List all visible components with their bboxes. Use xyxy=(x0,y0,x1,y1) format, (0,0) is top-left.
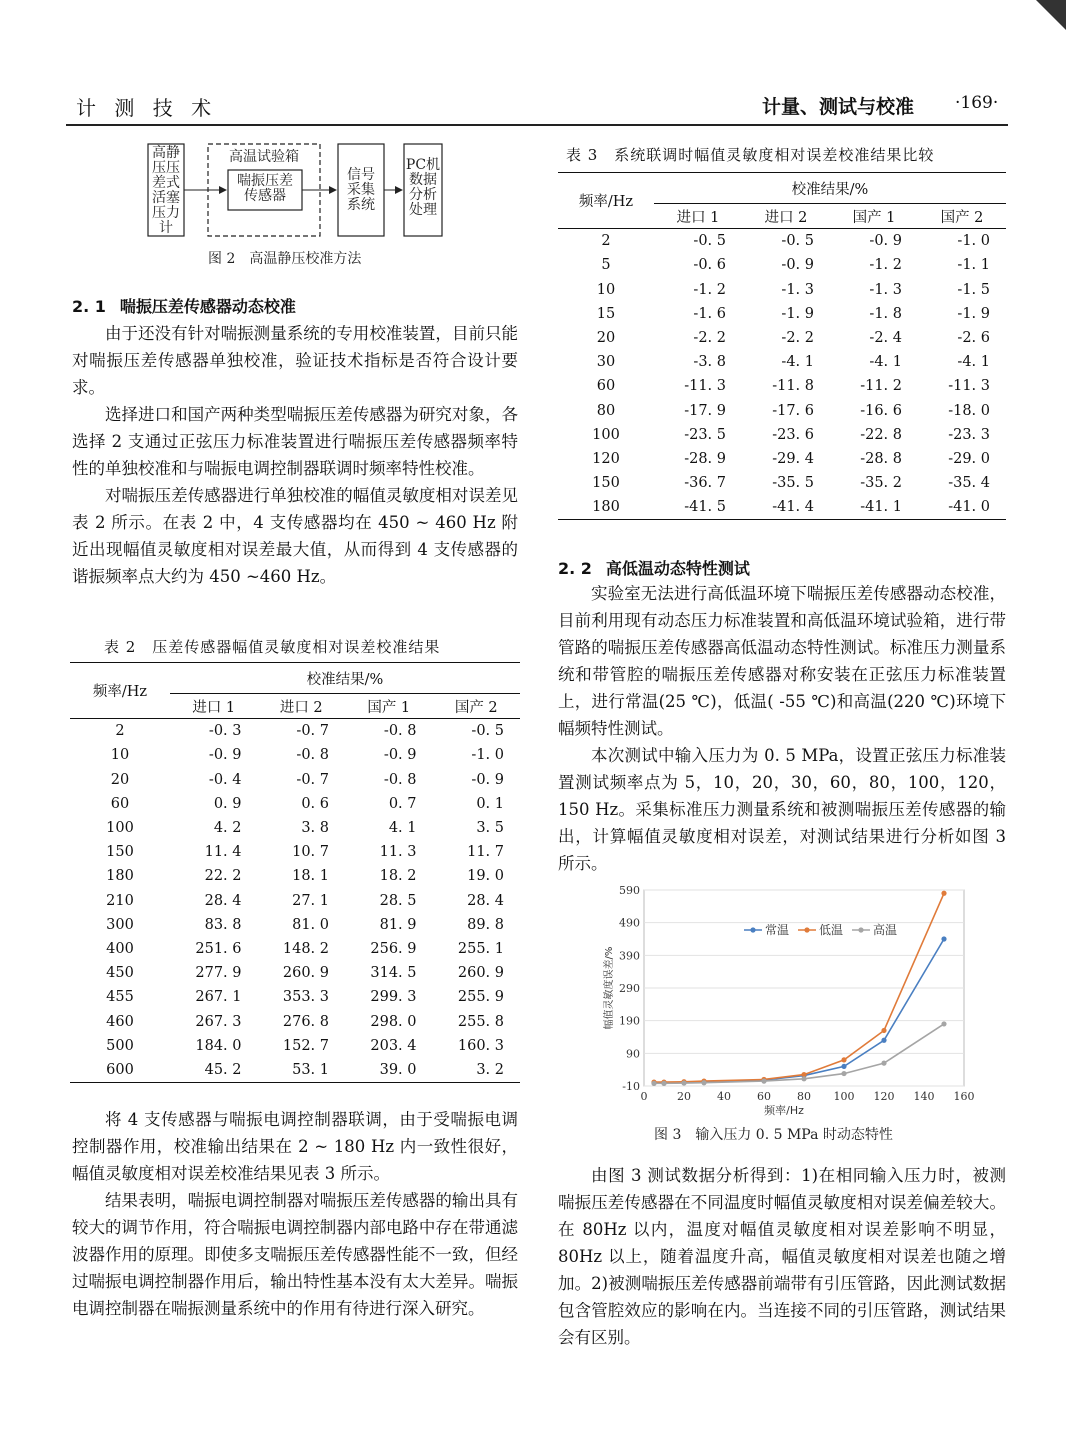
table-cell-freq: 500 xyxy=(106,1037,134,1054)
table-cell-value: 184. 0 xyxy=(195,1037,242,1054)
table-row xyxy=(558,399,1006,423)
table-row xyxy=(70,961,520,985)
y-tick-label: 90 xyxy=(626,1047,640,1061)
table-cell-value: -3. 8 xyxy=(693,354,726,371)
table-col-header: 进口 2 xyxy=(742,204,830,229)
data-point xyxy=(761,1079,766,1084)
x-tick-label: 80 xyxy=(797,1090,811,1103)
table-2-caption: 表 2 压差传感器幅值灵敏度相对误差校准结果 xyxy=(104,638,441,656)
table-row xyxy=(70,864,520,888)
data-point xyxy=(841,1071,846,1076)
table-cell-value: -11. 8 xyxy=(772,378,814,395)
data-point xyxy=(661,1081,666,1086)
table-cell-value: 256. 9 xyxy=(370,940,417,957)
table-cell-value: 83. 8 xyxy=(204,916,242,933)
section-number: 2. 2 xyxy=(558,559,592,578)
table-cell-value: 10. 7 xyxy=(292,844,329,861)
table-cell-freq: 10 xyxy=(110,747,130,764)
header-rule xyxy=(66,124,1008,126)
y-axis-label: 幅值灵敏度误差/% xyxy=(604,946,615,1030)
table-cell-value: -1. 6 xyxy=(693,305,726,322)
table-cell-value: -0. 7 xyxy=(296,723,329,740)
table-cell-value: 28. 4 xyxy=(204,892,242,909)
table-cell-value: -0. 9 xyxy=(471,771,504,788)
paragraph: 对喘振压差传感器进行单独校准的幅值灵敏度相对误差见表 2 所示。在表 2 中，4 支传感器均在 450 ~ 460 Hz 附近出现幅值灵敏度相对误差最大值，从而得到 4 支传感器的谐振频率点大约为 450 ~460 Hz。 xyxy=(72,486,518,586)
table-cell-freq: 20 xyxy=(596,330,616,347)
table-cell-value: 255. 1 xyxy=(457,940,504,957)
table-col-header: 国产 2 xyxy=(433,694,521,719)
table-cell-value: 0. 9 xyxy=(213,795,242,812)
section-title: 喘振压差传感器动态校准 xyxy=(119,297,296,316)
table-cell-value: -0. 9 xyxy=(383,747,417,764)
table-cell-value: -17. 9 xyxy=(684,402,726,419)
table-cell-value: 298. 0 xyxy=(370,1013,417,1030)
data-point xyxy=(801,1076,806,1081)
table-cell-value: 160. 3 xyxy=(457,1037,504,1054)
table-cell-freq: 10 xyxy=(596,281,616,298)
journal-name: 计 测 技 术 xyxy=(76,96,218,120)
legend-marker xyxy=(804,927,809,932)
table-cell-freq: 210 xyxy=(106,892,134,909)
table-cell-value: 81. 0 xyxy=(292,916,329,933)
table-row xyxy=(70,913,520,937)
table-cell-value: 3. 2 xyxy=(433,1058,521,1083)
table-header-group: 校准结果/% xyxy=(654,173,1006,204)
legend-label: 常温 xyxy=(765,923,790,937)
table-row xyxy=(558,326,1006,350)
data-point xyxy=(841,1064,846,1069)
paragraph: 结果表明，喘振电调控制器对喘振压差传感器的输出具有较大的调节作用，符合喘振电调控制器内部电路中存在带通滤波器作用的原理。即使多支喘振压差传感器性能不一致，但经过喘振电调控制器作用后，输出特性基本没有太大差异。喘振电调控制器在喘振测量系统中的作用有待进行深入研究。 xyxy=(72,1191,518,1318)
table-cell-freq: 600 xyxy=(70,1058,170,1083)
table-cell-value: -23. 6 xyxy=(772,426,814,443)
table-cell-value: 148. 2 xyxy=(282,940,329,957)
table-cell-freq: 180 xyxy=(558,495,654,520)
table-col-header: 国产 1 xyxy=(830,204,918,229)
table-cell-value: -1. 9 xyxy=(781,305,814,322)
table-cell-value: -4. 1 xyxy=(781,354,814,371)
legend-label: 低温 xyxy=(819,923,844,937)
table-cell-value: -0. 8 xyxy=(296,747,329,764)
table-cell-value: -1. 2 xyxy=(869,257,902,274)
table-cell-value: 276. 8 xyxy=(282,1013,329,1030)
table-cell-value: 28. 4 xyxy=(467,892,504,909)
table-cell-value: 22. 2 xyxy=(204,868,242,885)
table-row xyxy=(70,1058,520,1083)
table-3-caption: 表 3 系统联调时幅值灵敏度相对误差校准结果比较 xyxy=(566,146,935,164)
table-cell-value: -0. 9 xyxy=(869,233,902,250)
box-piston-gauge: 高静 压压 差式 活塞 压力 计 xyxy=(152,145,180,236)
y-tick-label: 290 xyxy=(619,982,640,995)
table-col-header: 进口 2 xyxy=(258,694,346,719)
table-cell-value: -1. 9 xyxy=(957,305,990,322)
table-cell-value: 255. 8 xyxy=(457,1013,504,1030)
table-cell-freq: 400 xyxy=(106,940,134,957)
x-tick-label: 40 xyxy=(717,1090,731,1103)
table-cell-value: -0. 5 xyxy=(781,233,814,250)
table-cell-value: -1. 5 xyxy=(957,281,990,298)
y-tick-label: -10 xyxy=(622,1080,640,1093)
section-2-2-body xyxy=(558,580,1006,877)
data-point xyxy=(941,1021,946,1026)
box-acquisition: 信号 采集 系统 xyxy=(347,167,375,213)
table-cell-value: -29. 4 xyxy=(772,450,814,467)
data-point xyxy=(881,1028,886,1033)
paragraph: 实验室无法进行高低温环境下喘振压差传感器动态校准，目前利用现有动态压力标准装置和高低温环境试验箱，进行带管路的喘振压差传感器高低温动态特性测试。标准压力测量系统和带管腔的喘振压差传感器对称安装在正弦压力标准装置上，进行常温(25 ℃)，低温( -55 ℃)和高温(220 ℃)环境下幅频特性测试。 xyxy=(558,584,1006,738)
table-cell-freq: 455 xyxy=(106,989,134,1006)
x-tick-label: 100 xyxy=(833,1090,855,1103)
table-col-header: 进口 1 xyxy=(654,204,742,229)
table-cell-value: -29. 0 xyxy=(948,450,990,467)
table-col-header: 国产 2 xyxy=(918,204,1006,229)
table-cell-value: -28. 8 xyxy=(860,450,902,467)
table-cell-value: -23. 5 xyxy=(684,426,726,443)
table-cell-value: -1. 1 xyxy=(957,257,990,274)
table-cell-freq: 2 xyxy=(115,723,125,740)
table-row xyxy=(70,840,520,864)
table-cell-value: -2. 4 xyxy=(869,330,902,347)
table-cell-value: 0. 7 xyxy=(388,795,417,812)
table-cell-value: -4. 1 xyxy=(957,354,990,371)
table-cell-value: -35. 5 xyxy=(772,475,814,492)
table-cell-value: -0. 5 xyxy=(693,233,726,250)
table-row xyxy=(70,768,520,792)
x-tick-label: 160 xyxy=(953,1090,975,1103)
table-cell-value: -41. 4 xyxy=(742,495,830,520)
table-cell-value: -0. 9 xyxy=(208,747,242,764)
table-cell-value: -35. 4 xyxy=(948,475,990,492)
page-corner-fold xyxy=(1036,0,1066,30)
section-title: 高低温动态特性测试 xyxy=(605,559,750,578)
section-2-1-body xyxy=(72,320,518,590)
table-cell-value: 11. 4 xyxy=(204,844,242,861)
table-cell-value: 251. 6 xyxy=(195,940,242,957)
table-cell-freq: 150 xyxy=(592,475,620,492)
table-row xyxy=(558,229,1006,254)
table-cell-freq: 5 xyxy=(601,257,611,274)
table-cell-value: -2. 2 xyxy=(693,330,726,347)
table-cell-value: 81. 9 xyxy=(379,916,417,933)
table-row xyxy=(70,985,520,1009)
table-cell-value: -36. 7 xyxy=(684,475,726,492)
legend-marker xyxy=(750,927,755,932)
table-cell-freq: 100 xyxy=(106,820,134,837)
table-cell-freq: 60 xyxy=(110,795,130,812)
table-cell-value: -11. 3 xyxy=(948,378,990,395)
table-row xyxy=(70,937,520,961)
table-cell-value: 299. 3 xyxy=(370,989,417,1006)
table-cell-value: 19. 0 xyxy=(467,868,504,885)
table-cell-value: -28. 9 xyxy=(684,450,726,467)
table-cell-value: 53. 1 xyxy=(258,1058,346,1083)
table-cell-freq: 2 xyxy=(601,233,611,250)
table-cell-value: -41. 1 xyxy=(830,495,918,520)
table-row xyxy=(70,1034,520,1058)
series-line xyxy=(654,939,944,1083)
table-cell-value: 4. 2 xyxy=(213,820,242,837)
table-cell-value: 18. 2 xyxy=(379,868,417,885)
table-col-header: 国产 1 xyxy=(345,694,433,719)
table-cell-value: 314. 5 xyxy=(370,965,417,982)
table-3 xyxy=(558,172,1006,520)
table-cell-value: 18. 1 xyxy=(292,868,329,885)
table-cell-value: 39. 0 xyxy=(345,1058,433,1083)
paragraph: 由图 3 测试数据分析得到：1)在相同输入压力时，被测喘振压差传感器在不同温度时幅值灵敏度相对误差偏差较大。在 80Hz 以内，温度对幅值灵敏度相对误差影响不明显，80Hz 以上，随着温度升高，幅值灵敏度相对误差也随之增加。2)被测喘振压差传感器前端带有引压管路，因此测试数据包含管腔效应的影响在内。当连接不同的引压管路，测试结果会有区别。 xyxy=(558,1166,1006,1347)
table-cell-value: 0. 6 xyxy=(301,795,329,812)
table-cell-value: -18. 0 xyxy=(948,402,990,419)
table-cell-value: 45. 2 xyxy=(170,1058,258,1083)
table-header-group: 校准结果/% xyxy=(170,663,520,694)
x-axis-label: 频率/Hz xyxy=(764,1104,804,1117)
table-cell-value: -0. 5 xyxy=(471,723,504,740)
table-row xyxy=(70,1009,520,1033)
table-cell-value: 27. 1 xyxy=(292,892,329,909)
table-cell-freq: 30 xyxy=(596,354,616,371)
table-cell-value: -0. 7 xyxy=(296,771,329,788)
data-point xyxy=(701,1080,706,1085)
table-cell-value: 267. 3 xyxy=(195,1013,242,1030)
figure-3-chart xyxy=(600,880,975,1120)
table-row xyxy=(558,278,1006,302)
table-row xyxy=(558,423,1006,447)
table-cell-value: 0. 1 xyxy=(476,795,504,812)
table-row xyxy=(558,302,1006,326)
table-cell-freq: 15 xyxy=(596,305,616,322)
table-row xyxy=(70,743,520,767)
table-cell-value: -1. 3 xyxy=(781,281,814,298)
section-2-1-heading xyxy=(72,294,296,317)
table-cell-value: -2. 2 xyxy=(781,330,814,347)
table-cell-value: 4. 1 xyxy=(388,820,417,837)
box-pc: PC机 数据 分析 处理 xyxy=(405,157,441,218)
table-cell-value: 3. 5 xyxy=(476,820,504,837)
table-cell-value: 260. 9 xyxy=(282,965,329,982)
table-cell-freq: 120 xyxy=(592,450,620,467)
table-cell-freq: 150 xyxy=(106,844,134,861)
box-oven-label: 高温试验箱 xyxy=(229,149,299,165)
table-cell-freq: 450 xyxy=(106,965,134,982)
table-cell-freq: 80 xyxy=(596,402,616,419)
table-row xyxy=(558,495,1006,520)
table-cell-value: -1. 0 xyxy=(957,233,990,250)
table-cell-value: 260. 9 xyxy=(457,965,504,982)
data-point xyxy=(881,1038,886,1043)
box-sensor: 喘振压差 传感器 xyxy=(237,173,293,204)
x-tick-label: 0 xyxy=(640,1090,648,1103)
left-bottom-body xyxy=(72,1106,518,1322)
paragraph: 由于还没有针对喘振测量系统的专用校准装置，目前只能对喘振压差传感器单独校准，验证技术指标是否符合设计要求。 xyxy=(72,324,518,397)
table-cell-value: -4. 1 xyxy=(869,354,902,371)
table-cell-freq: 300 xyxy=(106,916,134,933)
table-row xyxy=(558,350,1006,374)
paragraph: 将 4 支传感器与喘振电调控制器联调，由于受喘振电调控制器作用，校准输出结果在 2 ~ 180 Hz 内一致性很好，幅值灵敏度相对误差校准结果见表 3 所示。 xyxy=(72,1110,518,1183)
table-cell-value: -2. 6 xyxy=(957,330,990,347)
y-tick-label: 390 xyxy=(619,949,640,963)
section-name: 计量、测试与校准 xyxy=(762,96,915,118)
table-row xyxy=(558,471,1006,495)
x-tick-label: 60 xyxy=(757,1090,771,1103)
page-number: ·169· xyxy=(955,93,999,113)
table-cell-freq: 460 xyxy=(106,1013,134,1030)
table-row xyxy=(70,889,520,913)
data-point xyxy=(941,936,946,941)
y-tick-label: 490 xyxy=(619,916,640,930)
table-cell-freq: 100 xyxy=(592,426,620,443)
legend-label: 高温 xyxy=(873,923,898,937)
table-cell-value: 267. 1 xyxy=(195,989,242,1006)
table-header-freq: 频率/Hz xyxy=(70,663,170,719)
table-cell-value: -1. 3 xyxy=(869,281,902,298)
table-cell-value: 28. 5 xyxy=(379,892,417,909)
table-cell-value: 277. 9 xyxy=(195,965,242,982)
table-cell-value: -1. 0 xyxy=(471,747,504,764)
paragraph: 选择进口和国产两种类型喘振压差传感器为研究对象，各选择 2 支通过正弦压力标准装置进行喘振压差传感器频率特性的单独校准和与喘振电调控制器联调时频率特性校准。 xyxy=(72,405,518,478)
figure-3-caption: 图 3 输入压力 0. 5 MPa 时动态特性 xyxy=(654,1127,893,1143)
table-cell-value: 353. 3 xyxy=(282,989,329,1006)
table-cell-freq: 20 xyxy=(110,771,130,788)
data-point xyxy=(841,1057,846,1062)
table-cell-value: -0. 9 xyxy=(781,257,814,274)
table-cell-value: 11. 3 xyxy=(379,844,417,861)
section-2-2-heading xyxy=(558,556,750,579)
figure-2-caption: 图 2 高温静压校准方法 xyxy=(208,251,362,267)
data-point xyxy=(941,891,946,896)
table-col-header: 进口 1 xyxy=(170,694,258,719)
data-point xyxy=(881,1061,886,1066)
data-point xyxy=(681,1080,686,1085)
section-number: 2. 1 xyxy=(72,297,106,316)
table-cell-value: -41. 5 xyxy=(654,495,742,520)
table-cell-value: -1. 2 xyxy=(693,281,726,298)
table-cell-value: 3. 8 xyxy=(301,820,329,837)
y-tick-label: 590 xyxy=(619,884,640,897)
table-cell-value: 255. 9 xyxy=(457,989,504,1006)
table-row xyxy=(70,792,520,816)
table-cell-value: -0. 3 xyxy=(208,723,242,740)
table-cell-value: -17. 6 xyxy=(772,402,814,419)
x-tick-label: 140 xyxy=(913,1090,935,1103)
table-row xyxy=(70,719,520,744)
data-point xyxy=(651,1081,656,1086)
table-2 xyxy=(70,662,520,1083)
table-cell-value: -16. 6 xyxy=(860,402,902,419)
table-cell-value: -11. 2 xyxy=(860,378,902,395)
table-cell-value: 89. 8 xyxy=(467,916,504,933)
table-row xyxy=(558,447,1006,471)
table-cell-value: -1. 8 xyxy=(869,305,902,322)
table-row xyxy=(558,253,1006,277)
table-row xyxy=(70,816,520,840)
table-cell-value: -0. 6 xyxy=(693,257,726,274)
table-cell-value: -0. 8 xyxy=(383,723,417,740)
table-header-freq: 频率/Hz xyxy=(558,173,654,229)
table-cell-value: -35. 2 xyxy=(860,475,902,492)
section-2-2-conclusion xyxy=(558,1162,1006,1351)
table-cell-value: 203. 4 xyxy=(370,1037,417,1054)
table-cell-value: 11. 7 xyxy=(467,844,504,861)
y-tick-label: 190 xyxy=(619,1014,640,1028)
table-cell-value: -0. 8 xyxy=(383,771,417,788)
legend-marker xyxy=(858,927,863,932)
table-cell-value: -23. 3 xyxy=(948,426,990,443)
table-cell-value: -22. 8 xyxy=(860,426,902,443)
table-cell-value: -11. 3 xyxy=(684,378,726,395)
table-cell-freq: 60 xyxy=(596,378,616,395)
table-cell-freq: 180 xyxy=(106,868,134,885)
table-cell-value: 152. 7 xyxy=(282,1037,329,1054)
table-row xyxy=(558,374,1006,398)
table-cell-value: -0. 4 xyxy=(208,771,242,788)
table-cell-value: -41. 0 xyxy=(918,495,1006,520)
paragraph: 本次测试中输入压力为 0. 5 MPa，设置正弦压力标准装置测试频率点为 5，10，20，30，60，80，100，120，150 Hz。采集标准压力测量系统和被测喘振压差传感器的输出，计算幅值灵敏度相对误差，对测试结果进行分析如图 3 所示。 xyxy=(558,746,1006,873)
x-tick-label: 120 xyxy=(873,1090,895,1103)
x-tick-label: 20 xyxy=(677,1090,691,1103)
